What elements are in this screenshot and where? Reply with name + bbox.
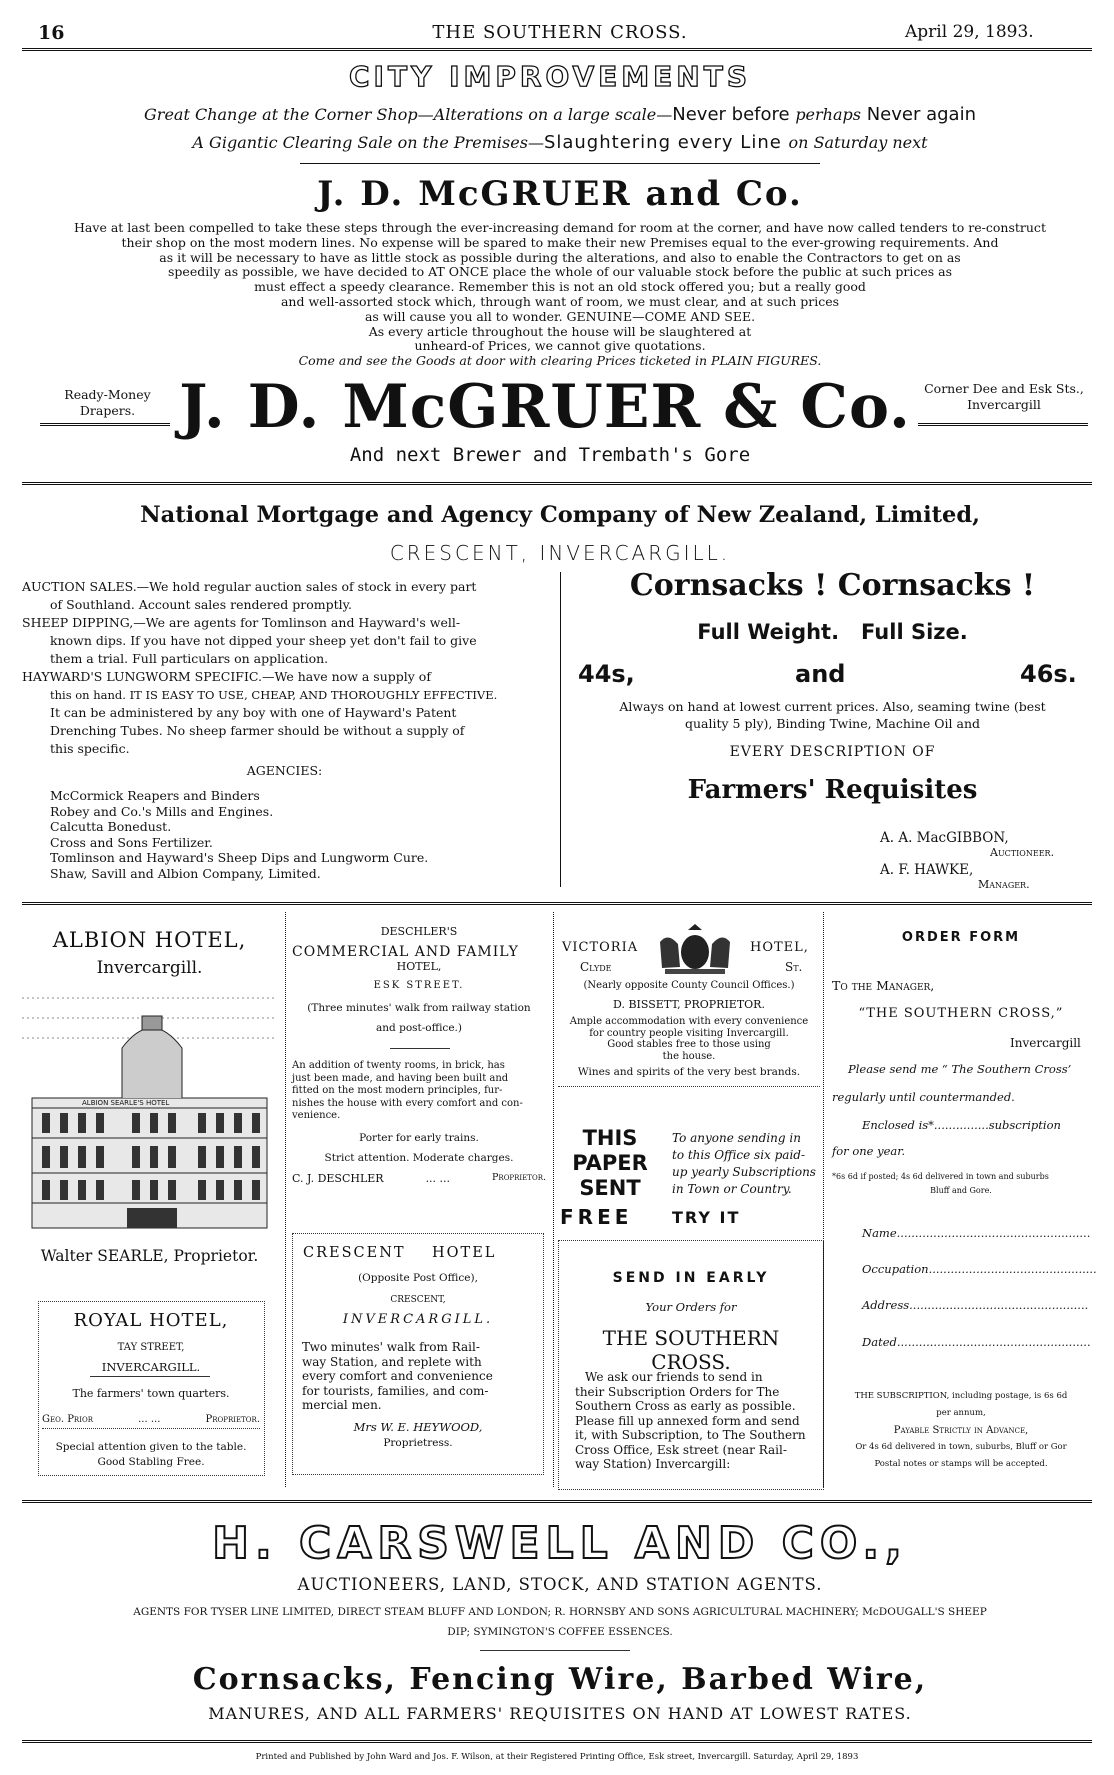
line1-part-d: Never again — [860, 104, 976, 125]
column-divider — [285, 912, 286, 1487]
send-in-early-title: SEND IN EARLY — [612, 1270, 770, 1286]
header-rule — [22, 48, 1092, 51]
text-line: Please fill up annexed form and send — [575, 1413, 800, 1428]
royal-special-line: Special attention given to the table. — [55, 1441, 247, 1453]
text-line: PAPER — [572, 1151, 648, 1175]
text-line: known dips. If you have not dipped your sheep yet don't fail to give — [50, 633, 477, 648]
line1-part-c: perhaps — [795, 105, 861, 124]
text-line: per annum, — [936, 1408, 986, 1418]
address-tag — [915, 381, 1093, 413]
line2-part-c: on Saturday next — [788, 133, 928, 152]
section-rule — [22, 1500, 1092, 1503]
text-line: HAYWARD'S LUNGWORM SPECIFIC.—We have now a supply of — [22, 669, 431, 684]
order-regular: regularly until countermanded. — [832, 1090, 1015, 1104]
order-form-title: ORDER FORM — [901, 930, 1021, 945]
text-line: (Three minutes' walk from railway station — [307, 1002, 531, 1014]
victoria-right: HOTEL, — [750, 940, 809, 955]
price-and: and — [795, 660, 846, 688]
text-line: Or 4s 6d delivered in town, suburbs, Bluff or Gor — [855, 1442, 1067, 1452]
tag-line: Invercargill — [967, 397, 1041, 412]
page-number: 16 — [38, 22, 65, 44]
royal-town: INVERCARGILL. — [101, 1360, 201, 1374]
deschler-top: DESCHLER'S — [380, 925, 458, 938]
para-line: Come and see the Goods at door with clearing Prices ticketed in PLAIN FIGURES. — [298, 353, 822, 369]
carswell-big-line: Cornsacks, Fencing Wire, Barbed Wire, — [192, 1662, 928, 1697]
masthead-title: THE SOUTHERN CROSS. — [432, 22, 688, 43]
royal-stabling-line: Good Stabling Free. — [97, 1456, 205, 1468]
deschler-rule — [390, 1048, 450, 1049]
text-line: THIS — [582, 1126, 638, 1150]
albion-town: Invercargill. — [96, 958, 203, 978]
agency-item: Robey and Co.'s Mills and Engines. — [50, 803, 274, 819]
para-line: speedily as possible, we have decided to AT ONCE place the whole of our valuable stock before the public at such prices as — [168, 264, 952, 280]
crescent-town: INVERCARGILL. — [342, 1312, 494, 1327]
deschler-porter: Porter for early trains. — [359, 1132, 479, 1144]
mcgruer-line-2 — [40, 132, 1080, 153]
text-line: THE SUBSCRIPTION, including postage, is 6s 6d — [854, 1391, 1068, 1401]
sig-hawke-role: Manager. — [978, 878, 1030, 891]
text-line: It can be administered by any boy with one of Hayward's Patent — [50, 705, 457, 720]
text-line: this on hand. IT IS EASY TO USE, CHEAP, AND THOROUGHLY EFFECTIVE. — [50, 688, 498, 702]
order-year: for one year. — [832, 1144, 906, 1158]
ready-money-tag — [40, 387, 175, 419]
text-line: up yearly Subscriptions — [672, 1165, 816, 1179]
this-paper-sent — [560, 1126, 660, 1201]
line1-part-b: Never before — [672, 104, 796, 125]
sig-macgibbon-role: Auctioneer. — [990, 846, 1055, 859]
royal-rule-2 — [42, 1428, 260, 1429]
royal-quarters: The farmers' town quarters. — [72, 1387, 230, 1400]
right-tag-rule — [918, 423, 1088, 426]
text-line: this specific. — [50, 741, 130, 756]
para-line: Have at last been compelled to take these steps through the ever-increasing demand for room at the corner, and have now called tenders to re-construct — [74, 220, 1046, 235]
mcgruer-firm-name: J. D. McGRUER and Co. — [317, 174, 803, 214]
text-line: Postal notes or stamps will be accepted. — [874, 1459, 1048, 1469]
left-tag-rule — [40, 423, 170, 426]
mcgruer-firm-large: J. D. McGRUER & Co. — [179, 372, 911, 442]
text-line: Always on hand at lowest current prices. Also, seaming twine (best — [619, 699, 1046, 714]
text-line: SENT — [579, 1176, 641, 1200]
nmac-title: National Mortgage and Agency Company of New Zealand, Limited, — [140, 502, 980, 528]
text-line: Two minutes' walk from Rail- — [302, 1340, 480, 1354]
text-line: just been made, and having been built and — [292, 1072, 509, 1084]
royal-street: TAY STREET, — [117, 1342, 185, 1353]
agency-item: McCormick Reapers and Binders — [50, 788, 260, 803]
carswell-title: H. CARSWELL AND CO., — [212, 1518, 908, 1569]
albion-proprietor: Walter SEARLE, Proprietor. — [40, 1247, 259, 1265]
crescent-prop: Mrs W. E. HEYWOOD, — [353, 1420, 483, 1434]
text-line: nishes the house with every comfort and con- — [292, 1097, 523, 1109]
tag-line: Corner Dee and Esk Sts., — [924, 381, 1084, 396]
agency-item: Calcutta Bonedust. — [50, 819, 172, 834]
crest-icon — [650, 922, 740, 977]
price-46: 46s. — [1020, 660, 1077, 688]
albion-hotel-engraving — [22, 988, 277, 1238]
order-paper: “THE SOUTHERN CROSS,” — [858, 1006, 1064, 1021]
victoria-prop: D. BISSETT, PROPRIETOR. — [613, 998, 765, 1011]
text-line: for country people visiting Invercargill. — [589, 1027, 789, 1039]
text-line: Southern Cross as early as possible. — [575, 1399, 796, 1413]
section-rule — [22, 482, 1092, 485]
carswell-manures: MANURES, AND ALL FARMERS' REQUISITES ON HAND AT LOWEST RATES. — [208, 1704, 912, 1723]
sig-hawke: A. F. HAWKE, — [880, 862, 974, 878]
royal-proprietor — [42, 1414, 260, 1425]
hotel-building-icon — [22, 988, 277, 1238]
text-line: to this Office six paid- — [672, 1148, 806, 1162]
order-address-field[interactable]: Address................................................. — [862, 1298, 1089, 1312]
deschler-proprietor — [292, 1172, 546, 1185]
text-line: it, with Subscription, to The Southern — [575, 1428, 806, 1442]
carswell-rule — [480, 1650, 630, 1651]
agency-item: Shaw, Savill and Albion Company, Limited. — [50, 865, 321, 881]
order-subscription — [830, 1388, 1092, 1473]
this-paper-note — [672, 1130, 822, 1198]
nmac-divider — [560, 572, 561, 887]
gore-line: And next Brewer and Trembath's Gore — [349, 444, 751, 466]
free-word: FREE — [560, 1205, 633, 1229]
order-to: To the Manager, — [832, 978, 935, 993]
send-in-early-paper: THE SOUTHERN CROSS. — [602, 1326, 780, 1374]
footer-rule — [22, 1740, 1092, 1743]
victoria-desc — [558, 1016, 820, 1062]
text-line: We ask our friends to send in — [585, 1370, 763, 1384]
text-line: their Subscription Orders for The — [575, 1384, 780, 1399]
carswell-lines — [20, 1602, 1100, 1642]
order-note-1: *6s 6d if posted; 4s 6d delivered in town and suburbs — [832, 1172, 1049, 1181]
text-line: way Station, and replete with — [302, 1354, 482, 1369]
send-in-early-sub: Your Orders for — [645, 1300, 737, 1314]
cornsacks-headline: Cornsacks ! Cornsacks ! — [629, 568, 1036, 603]
text-line: Good stables free to those using — [607, 1039, 771, 1050]
para-line: as it will be necessary to have as little stock as possible during the alterations, and also to enable the Contractors to get on as — [159, 249, 961, 265]
text-line: Payable Strictly in Advance, — [893, 1425, 1029, 1436]
order-enclosed: Enclosed is*...............subscription — [862, 1118, 1061, 1132]
deschler-name: COMMERCIAL AND FAMILY — [292, 944, 519, 960]
deschler-walk — [290, 998, 548, 1038]
royal-prop-name: Geo. Prior — [42, 1414, 93, 1425]
text-line: To anyone sending in — [672, 1131, 801, 1145]
victoria-street-right: St. — [785, 960, 803, 974]
line2-part-a: A Gigantic Clearing Sale on the Premises— — [192, 133, 544, 152]
text-line: fitted on the most modern principles, fur- — [292, 1085, 503, 1096]
sig-macgibbon: A. A. MacGIBBON, — [880, 830, 1009, 846]
agencies-title: AGENCIES: — [246, 763, 323, 778]
text-line: AUCTION SALES.—We hold regular auction sales of stock in every part — [22, 579, 477, 594]
agencies-list — [22, 788, 547, 881]
text-line: quality 5 ply), Binding Twine, Machine Oil and — [684, 716, 981, 731]
deschler-hotel: HOTEL, — [396, 960, 442, 973]
section-rule — [22, 902, 1092, 905]
para-line: as will cause you all to wonder. GENUINE—COME AND SEE. — [364, 308, 756, 324]
crescent-desc — [302, 1340, 534, 1413]
para-line: their shop on the most modern lines. No expense will be spared to make their new Premises equal to the ever-growing requirements. And — [121, 234, 999, 250]
victoria-rule — [558, 1086, 820, 1087]
always-text — [570, 698, 1095, 732]
text-line: in Town or Country. — [672, 1182, 792, 1196]
text-line: every comfort and convenience — [302, 1369, 493, 1383]
text-line: Ample accommodation with every convenience — [569, 1016, 809, 1027]
text-line: of Southland. Account sales rendered promptly. — [50, 597, 353, 612]
crescent-street: CRESCENT, — [390, 1295, 446, 1305]
text-line: them a trial. Full particulars on application. — [50, 651, 329, 666]
city-improvements-headline: CITY IMPROVEMENTS — [349, 60, 751, 93]
crescent-opp: (Opposite Post Office), — [358, 1272, 478, 1284]
order-note-2: Bluff and Gore. — [930, 1186, 992, 1195]
order-name-field[interactable]: Name..................................................... — [862, 1226, 1091, 1240]
text-line: for tourists, families, and com- — [302, 1383, 489, 1398]
crescent-role: Proprietress. — [383, 1437, 453, 1449]
royal-special — [40, 1440, 262, 1470]
send-in-early-text — [575, 1370, 817, 1472]
royal-coat-of-arms-icon — [650, 922, 740, 977]
order-dated-field[interactable]: Dated..................................................... — [862, 1335, 1091, 1349]
royal-prop-role: Proprietor. — [205, 1414, 260, 1425]
tag-line: Drapers. — [79, 403, 136, 418]
royal-prop-dots: ... ... — [138, 1414, 161, 1425]
carswell-agents: AUCTIONEERS, LAND, STOCK, AND STATION AGENTS. — [297, 1575, 823, 1594]
deschler-role: Proprietor. — [492, 1172, 546, 1183]
nmac-subtitle: CRESCENT, INVERCARGILL. — [389, 541, 731, 565]
agency-item: Cross and Sons Fertilizer. — [50, 834, 213, 850]
text-line: mercial men. — [302, 1398, 382, 1412]
every-description: EVERY DESCRIPTION OF — [729, 744, 936, 760]
deschler-prop-name: C. J. DESCHLER — [292, 1172, 384, 1185]
text-line: way Station) Invercargill: — [575, 1457, 731, 1471]
mcgruer-line-1 — [40, 104, 1080, 125]
line1-part-a: Great Change at the Corner Shop—Alterations on a large scale— — [144, 105, 673, 124]
crescent-name: CRESCENT HOTEL — [303, 1245, 497, 1261]
imprint-footer: Printed and Published by John Ward and Jos. F. Wilson, at their Registered Printing Office, Esk street, Invercargill. Saturday, April 29, 1893 — [255, 1752, 859, 1762]
para-line: As every article throughout the house will be slaughtered at — [368, 323, 752, 339]
line2-part-b: Slaughtering every Line — [543, 132, 789, 153]
victoria-left: VICTORIA — [562, 940, 639, 955]
tag-line: Ready-Money — [64, 387, 151, 402]
deschler-dots: ... ... — [425, 1172, 451, 1185]
victoria-street-left: Clyde — [580, 960, 612, 974]
order-please: Please send me “ The Southern Cross’ — [848, 1062, 1072, 1076]
text-line: SHEEP DIPPING,—We are agents for Tomlinson and Hayward's well- — [22, 615, 461, 630]
price-44: 44s, — [578, 660, 635, 688]
deschler-addition — [292, 1060, 546, 1123]
para-line: must effect a speedy clearance. Remember this is not an old stock offered you; but a really good — [254, 279, 866, 295]
try-it: TRY IT — [672, 1208, 741, 1227]
royal-name: ROYAL HOTEL, — [73, 1310, 229, 1331]
order-occupation-field[interactable]: Occupation.............................................. — [862, 1262, 1097, 1276]
full-weight: Full Weight. Full Size. — [697, 620, 968, 644]
text-line: An addition of twenty rooms, in brick, has — [292, 1060, 505, 1071]
text-line: Drenching Tubes. No sheep farmer should be without a supply of — [50, 723, 465, 738]
royal-rule — [90, 1376, 210, 1377]
victoria-wines: Wines and spirits of the very best brands. — [577, 1066, 801, 1078]
column-divider — [553, 912, 554, 1487]
mcgruer-rule — [300, 163, 820, 164]
order-town: Invercargill — [1010, 1036, 1081, 1050]
victoria-opp: (Nearly opposite County Council Offices.) — [583, 980, 795, 991]
issue-date: April 29, 1893. — [905, 22, 1034, 42]
agency-item: Tomlinson and Hayward's Sheep Dips and Lungworm Cure. — [50, 850, 429, 865]
nmac-left-text — [22, 578, 547, 881]
text-line: DIP; SYMINGTON'S COFFEE ESSENCES. — [447, 1626, 673, 1638]
text-line: the house. — [662, 1050, 716, 1062]
text-line: AGENTS FOR TYSER LINE LIMITED, DIRECT STEAM BLUFF AND LONDON; R. HORNSBY AND SONS AGRICULTURAL MACHINERY; McDOUGALL'S SHEEP — [133, 1606, 987, 1618]
para-line: and well-assorted stock which, through want of room, we must clear, and at such prices — [280, 293, 840, 309]
text-line: venience. — [292, 1110, 341, 1121]
deschler-street: ESK STREET. — [373, 980, 465, 991]
text-line: Cross Office, Esk street (near Rail- — [575, 1442, 787, 1457]
farmers-requisites: Farmers' Requisites — [687, 775, 978, 805]
para-line: unheard-of Prices, we cannot give quotations. — [414, 338, 706, 354]
albion-sign: ALBION SEARLE'S HOTEL — [82, 1099, 170, 1107]
deschler-strict: Strict attention. Moderate charges. — [324, 1152, 514, 1164]
albion-name: ALBION HOTEL, — [52, 928, 247, 952]
text-line: and post-office.) — [376, 1022, 462, 1034]
mcgruer-paragraph — [20, 221, 1100, 369]
